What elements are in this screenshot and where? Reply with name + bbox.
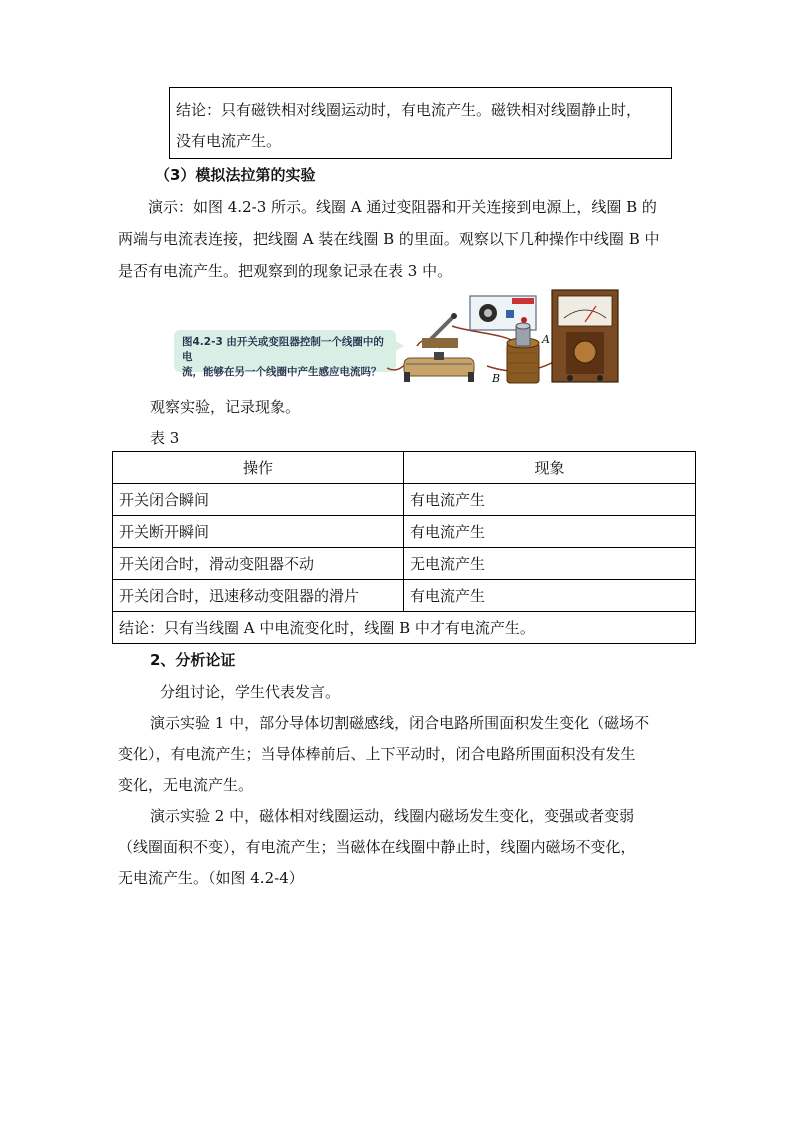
demo1-line-2: 变化），有电流产生；当导体棒前后、上下平动时，闭合电路所围面积没有发生 <box>118 745 636 763</box>
demo-paragraph-line-2: 两端与电流表连接，把线圈 A 装在线圈 B 的里面。观察以下几种操作中线圈 B 中 <box>118 230 660 248</box>
table-cell: 有电流产生 <box>404 484 696 516</box>
apparatus-illustration <box>172 288 622 388</box>
observe-text: 观察实验，记录现象。 <box>150 398 301 416</box>
coil-a-icon <box>516 323 530 346</box>
table-label: 表 3 <box>150 429 180 447</box>
section-3-heading: （3）模拟法拉第的实验 <box>155 166 316 184</box>
demo1-line-1: 演示实验 1 中，部分导体切割磁感线，闭合电路所围面积发生变化（磁场不 <box>150 714 650 732</box>
table-cell: 开关闭合时，迅速移动变阻器的滑片 <box>113 580 404 612</box>
label-coil-a: A <box>542 333 550 346</box>
table-row <box>113 548 696 580</box>
table-row <box>113 484 696 516</box>
demo2-line-3: 无电流产生。（如图 4.2-4） <box>118 869 304 887</box>
table-cell: 有电流产生 <box>404 516 696 548</box>
figure-4-2-3 <box>172 288 622 388</box>
demo2-line-2: （线圈面积不变），有电流产生；当磁体在线圈中静止时，线圈内磁场不变化， <box>118 838 636 856</box>
table-cell: 开关闭合瞬间 <box>113 484 404 516</box>
figure-caption-line-2: 流，能够在另一个线圈中产生感应电流吗？ <box>182 366 382 378</box>
conclusion-line-1: 结论：只有磁铁相对线圈运动时，有电流产生。磁铁相对线圈静止时， <box>176 101 642 119</box>
table-row <box>113 580 696 612</box>
table-cell: 开关断开瞬间 <box>113 516 404 548</box>
conclusion-line-2: 没有电流产生。 <box>176 132 282 150</box>
table-row <box>113 516 696 548</box>
table-cell: 有电流产生 <box>404 580 696 612</box>
table-header-operation: 操作 <box>113 452 404 484</box>
demo-paragraph-line-3: 是否有电流产生。把观察到的现象记录在表 3 中。 <box>118 262 453 280</box>
figure-caption-line-1: 图4.2-3 由开关或变阻器控制一个线圈中的电 <box>182 336 384 363</box>
table-cell: 开关闭合时，滑动变阻器不动 <box>113 548 404 580</box>
discussion-text: 分组讨论，学生代表发言。 <box>160 683 341 701</box>
table-header-phenomenon: 现象 <box>404 452 696 484</box>
observation-table <box>112 451 696 644</box>
demo-paragraph-line-1: 演示：如图 4.2-3 所示。线圈 A 通过变阻器和开关连接到电源上，线圈 B 的 <box>148 198 657 216</box>
table-conclusion-row <box>113 612 696 644</box>
demo1-line-3: 变化，无电流产生。 <box>118 776 254 794</box>
label-coil-b: B <box>492 372 501 385</box>
table-header-row <box>113 452 696 484</box>
rheostat-icon <box>404 352 474 382</box>
table-conclusion: 结论：只有当线圈 A 中电流变化时，线圈 B 中才有电流产生。 <box>113 612 696 644</box>
demo2-line-1: 演示实验 2 中，磁体相对线圈运动，线圈内磁场发生变化，变强或者变弱 <box>150 807 635 825</box>
conclusion-box <box>169 87 672 159</box>
section-2-heading: 2、分析论证 <box>150 651 236 669</box>
galvanometer-icon <box>552 290 618 382</box>
table-cell: 无电流产生 <box>404 548 696 580</box>
switch-icon <box>422 313 458 348</box>
